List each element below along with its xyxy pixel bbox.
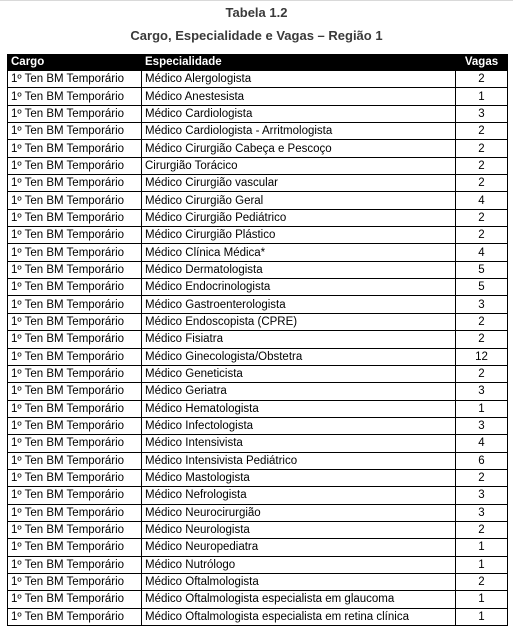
cell-cargo: 1º Ten BM Temporário — [8, 469, 142, 486]
cell-vagas: 2 — [456, 157, 508, 174]
cell-cargo: 1º Ten BM Temporário — [8, 192, 142, 209]
table-row — [8, 88, 508, 105]
table-row — [8, 591, 508, 608]
table-row — [8, 556, 508, 573]
cell-especialidade: Médico Cirurgião Geral — [142, 192, 456, 209]
table-row — [8, 331, 508, 348]
cell-vagas: 1 — [456, 556, 508, 573]
table-row — [8, 175, 508, 192]
cell-cargo: 1º Ten BM Temporário — [8, 348, 142, 365]
cell-especialidade: Médico Neuropediatra — [142, 539, 456, 556]
cell-especialidade: Médico Dermatologista — [142, 261, 456, 278]
cell-vagas: 4 — [456, 435, 508, 452]
table-row — [8, 348, 508, 365]
cell-cargo: 1º Ten BM Temporário — [8, 417, 142, 434]
table-row — [8, 244, 508, 261]
cell-vagas: 2 — [456, 521, 508, 538]
cell-especialidade: Médico Cirurgião vascular — [142, 175, 456, 192]
table-header — [8, 55, 508, 71]
table-row — [8, 192, 508, 209]
cell-cargo: 1º Ten BM Temporário — [8, 383, 142, 400]
cell-especialidade: Médico Oftalmologista especialista em retina clínica — [142, 608, 456, 625]
cell-cargo: 1º Ten BM Temporário — [8, 591, 142, 608]
cell-especialidade: Médico Endocrinologista — [142, 279, 456, 296]
cell-cargo: 1º Ten BM Temporário — [8, 313, 142, 330]
cell-vagas: 2 — [456, 175, 508, 192]
cell-especialidade: Médico Oftalmologista — [142, 573, 456, 590]
cell-cargo: 1º Ten BM Temporário — [8, 556, 142, 573]
cell-cargo: 1º Ten BM Temporário — [8, 435, 142, 452]
cell-cargo: 1º Ten BM Temporário — [8, 140, 142, 157]
cell-especialidade: Médico Nutrólogo — [142, 556, 456, 573]
cell-vagas: 2 — [456, 469, 508, 486]
cell-cargo: 1º Ten BM Temporário — [8, 209, 142, 226]
cell-cargo: 1º Ten BM Temporário — [8, 452, 142, 469]
table-row — [8, 504, 508, 521]
cell-vagas: 3 — [456, 504, 508, 521]
cell-vagas: 2 — [456, 227, 508, 244]
cell-cargo: 1º Ten BM Temporário — [8, 608, 142, 625]
table-row — [8, 400, 508, 417]
cell-cargo: 1º Ten BM Temporário — [8, 261, 142, 278]
cell-especialidade: Médico Alergologista — [142, 71, 456, 88]
cell-vagas: 3 — [456, 487, 508, 504]
cell-cargo: 1º Ten BM Temporário — [8, 123, 142, 140]
cell-especialidade: Médico Geriatra — [142, 383, 456, 400]
table-row — [8, 417, 508, 434]
cell-vagas: 2 — [456, 140, 508, 157]
table-row — [8, 383, 508, 400]
cell-especialidade: Médico Gastroenterologista — [142, 296, 456, 313]
column-header-cargo: Cargo — [8, 55, 142, 71]
cell-especialidade: Médico Cardiologista - Arritmologista — [142, 123, 456, 140]
table-row — [8, 521, 508, 538]
cell-vagas: 12 — [456, 348, 508, 365]
cell-especialidade: Médico Cirurgião Cabeça e Pescoço — [142, 140, 456, 157]
cell-vagas: 1 — [456, 88, 508, 105]
table-row — [8, 71, 508, 88]
cell-cargo: 1º Ten BM Temporário — [8, 175, 142, 192]
cell-vagas: 2 — [456, 313, 508, 330]
table-body — [8, 71, 508, 626]
cell-vagas: 1 — [456, 608, 508, 625]
column-header-vagas: Vagas — [456, 55, 508, 71]
cell-especialidade: Médico Geneticista — [142, 365, 456, 382]
cell-cargo: 1º Ten BM Temporário — [8, 71, 142, 88]
table-row — [8, 469, 508, 486]
cell-especialidade: Médico Intensivista Pediátrico — [142, 452, 456, 469]
cell-vagas: 2 — [456, 209, 508, 226]
table-row — [8, 209, 508, 226]
table-row — [8, 573, 508, 590]
table-title: Tabela 1.2 — [225, 5, 288, 20]
cell-especialidade: Cirurgião Torácico — [142, 157, 456, 174]
table-row — [8, 313, 508, 330]
table-row — [8, 539, 508, 556]
cell-especialidade: Médico Clínica Médica* — [142, 244, 456, 261]
cell-vagas: 2 — [456, 123, 508, 140]
cell-vagas: 6 — [456, 452, 508, 469]
cell-cargo: 1º Ten BM Temporário — [8, 521, 142, 538]
cell-especialidade: Médico Oftalmologista especialista em glaucoma — [142, 591, 456, 608]
table-row — [8, 365, 508, 382]
cell-vagas: 4 — [456, 244, 508, 261]
cell-especialidade: Médico Fisiatra — [142, 331, 456, 348]
cell-vagas: 4 — [456, 192, 508, 209]
cell-vagas: 5 — [456, 279, 508, 296]
cell-vagas: 3 — [456, 417, 508, 434]
cell-cargo: 1º Ten BM Temporário — [8, 244, 142, 261]
table-row — [8, 227, 508, 244]
table-row — [8, 105, 508, 122]
cell-cargo: 1º Ten BM Temporário — [8, 105, 142, 122]
table-row — [8, 452, 508, 469]
cell-vagas: 3 — [456, 296, 508, 313]
cell-cargo: 1º Ten BM Temporário — [8, 88, 142, 105]
cell-cargo: 1º Ten BM Temporário — [8, 157, 142, 174]
cell-especialidade: Médico Cardiologista — [142, 105, 456, 122]
cell-vagas: 2 — [456, 331, 508, 348]
cell-vagas: 3 — [456, 383, 508, 400]
cell-cargo: 1º Ten BM Temporário — [8, 504, 142, 521]
cell-especialidade: Médico Neurocirurgião — [142, 504, 456, 521]
cell-especialidade: Médico Cirurgião Pediátrico — [142, 209, 456, 226]
table-row — [8, 157, 508, 174]
cell-especialidade: Médico Neurologista — [142, 521, 456, 538]
vacancies-table — [7, 54, 508, 626]
table-row — [8, 123, 508, 140]
cell-cargo: 1º Ten BM Temporário — [8, 573, 142, 590]
cell-especialidade: Médico Intensivista — [142, 435, 456, 452]
cell-cargo: 1º Ten BM Temporário — [8, 400, 142, 417]
cell-cargo: 1º Ten BM Temporário — [8, 227, 142, 244]
cell-vagas: 1 — [456, 539, 508, 556]
cell-cargo: 1º Ten BM Temporário — [8, 539, 142, 556]
cell-cargo: 1º Ten BM Temporário — [8, 296, 142, 313]
cell-vagas: 2 — [456, 365, 508, 382]
cell-vagas: 1 — [456, 400, 508, 417]
cell-especialidade: Médico Mastologista — [142, 469, 456, 486]
cell-vagas: 3 — [456, 105, 508, 122]
cell-especialidade: Médico Infectologista — [142, 417, 456, 434]
cell-vagas: 2 — [456, 71, 508, 88]
table-row — [8, 435, 508, 452]
cell-vagas: 5 — [456, 261, 508, 278]
cell-cargo: 1º Ten BM Temporário — [8, 487, 142, 504]
cell-cargo: 1º Ten BM Temporário — [8, 331, 142, 348]
table-row — [8, 487, 508, 504]
table-row — [8, 140, 508, 157]
page-top-rule — [0, 0, 513, 1]
table-row — [8, 279, 508, 296]
table-row — [8, 261, 508, 278]
header-row — [8, 55, 508, 71]
cell-especialidade: Médico Ginecologista/Obstetra — [142, 348, 456, 365]
cell-especialidade: Médico Endoscopista (CPRE) — [142, 313, 456, 330]
table-row — [8, 608, 508, 625]
cell-especialidade: Médico Nefrologista — [142, 487, 456, 504]
cell-cargo: 1º Ten BM Temporário — [8, 279, 142, 296]
cell-especialidade: Médico Cirurgião Plástico — [142, 227, 456, 244]
column-header-especialidade: Especialidade — [142, 55, 456, 71]
cell-especialidade: Médico Anestesista — [142, 88, 456, 105]
cell-cargo: 1º Ten BM Temporário — [8, 365, 142, 382]
cell-especialidade: Médico Hematologista — [142, 400, 456, 417]
cell-vagas: 1 — [456, 591, 508, 608]
cell-vagas: 2 — [456, 573, 508, 590]
table-subtitle: Cargo, Especialidade e Vagas – Região 1 — [130, 28, 383, 43]
table-row — [8, 296, 508, 313]
